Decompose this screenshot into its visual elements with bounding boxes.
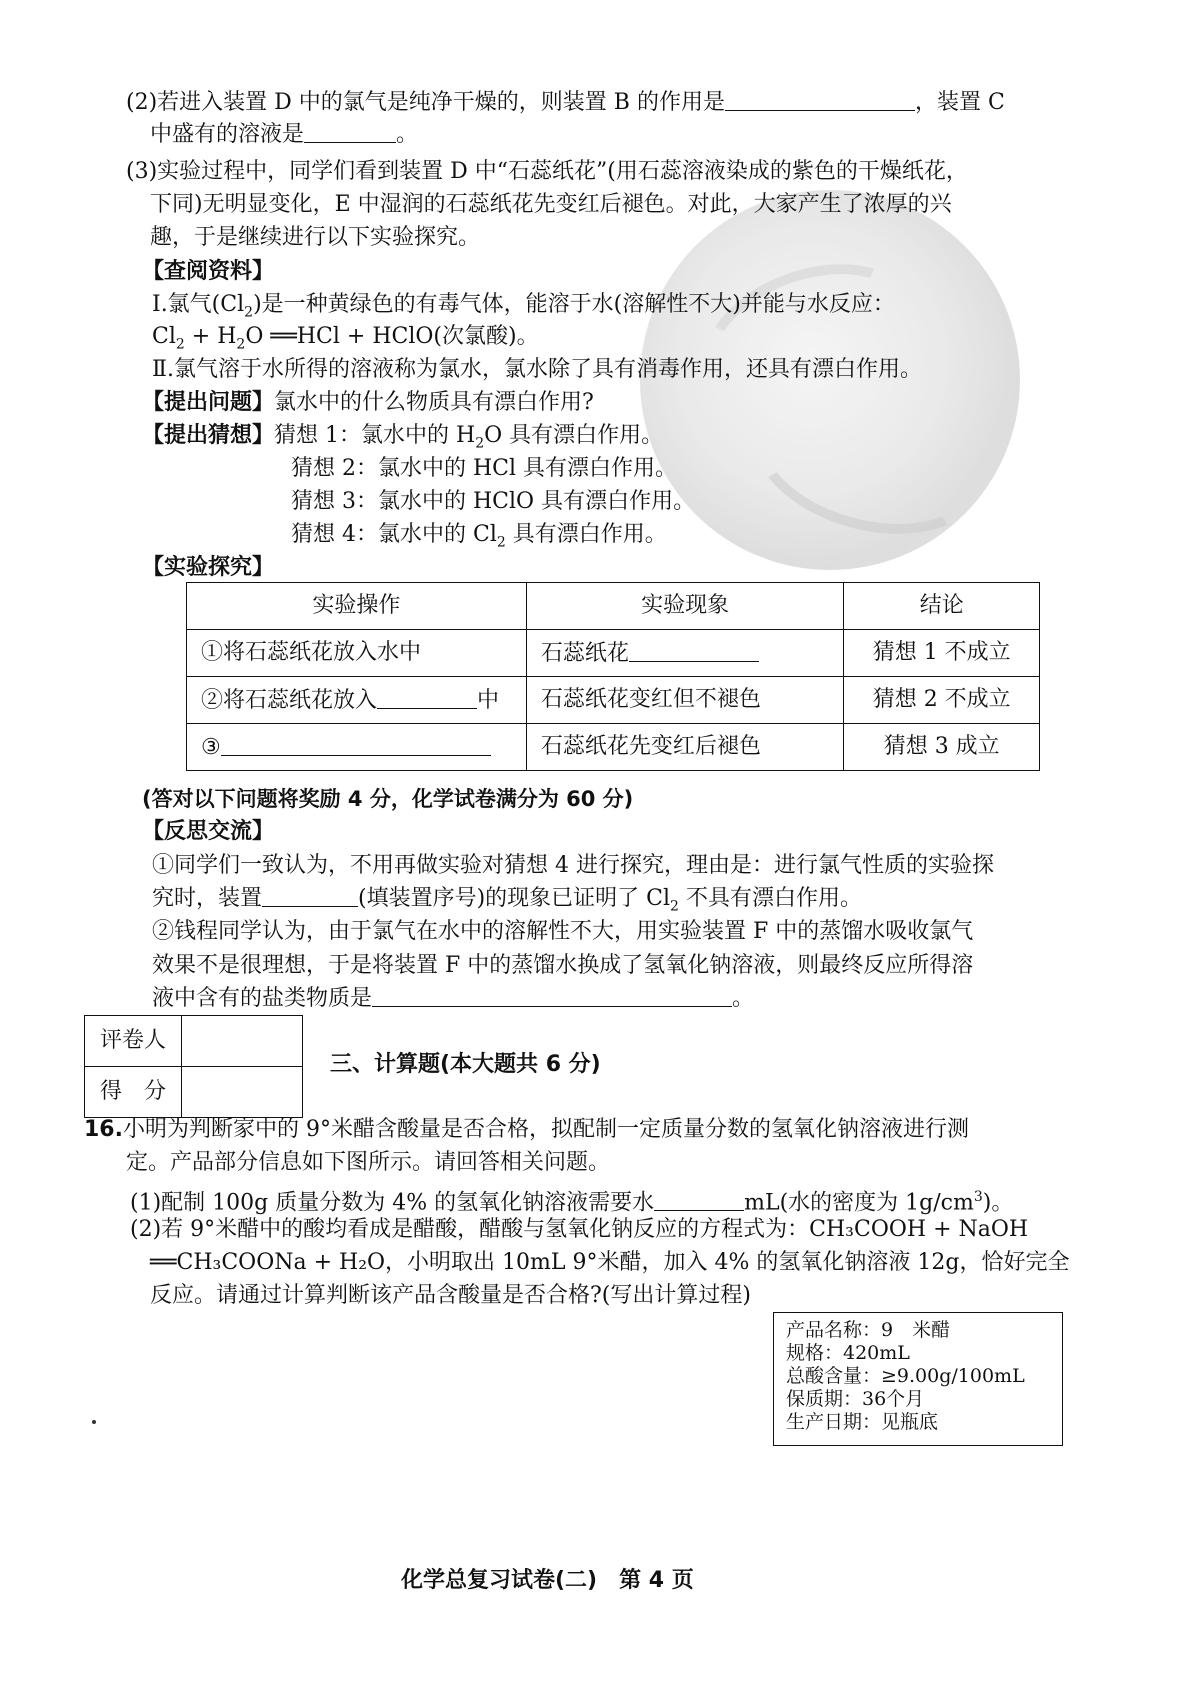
table-cell: 猜想 3 成立 — [844, 724, 1040, 771]
table-row — [187, 630, 1040, 677]
research-item2: Ⅱ.氯气溶于水所得的溶液称为氯水，氯水除了具有消毒作用，还具有漂白作用。 — [152, 357, 922, 382]
reflection-p2-line2: 效果不是很理想，于是将装置 F 中的蒸馏水换成了氢氧化钠溶液，则最终反应所得溶 — [152, 953, 974, 978]
product-date: 生产日期：见瓶底 — [786, 1411, 939, 1433]
grader-label: 评卷人 — [85, 1016, 182, 1067]
question-row — [142, 388, 594, 418]
q16-line1: 16.小明为判断家中的 9°米醋含酸量是否合格，拟配制一定质量分数的氢氧化钠溶液进行测 — [84, 1117, 969, 1142]
research-item1: Ⅰ.氯气$(Cl_2)$是一种黄绿色的有毒气体，能溶于水(溶解性不大)并能与水反应： — [152, 292, 895, 321]
table-cell: 石蕊纸花先变红后褪色 — [526, 724, 844, 771]
q16-part2-line1: (2)若 9°米醋中的酸均看成是醋酸，醋酸与氢氧化钠反应的方程式为：CH₃COOH + NaOH — [130, 1217, 1029, 1242]
answer-blank-b-role[interactable] — [725, 88, 915, 111]
experiment-table — [186, 582, 1040, 771]
table-header-row — [187, 583, 1040, 630]
q16-part2-line3: 反应。请通过计算判断该产品含酸量是否合格?(写出计算过程) — [150, 1283, 751, 1308]
answer-blank-device[interactable] — [262, 884, 358, 907]
guess-2: 猜想 2：氯水中的 HCl 具有漂白作用。 — [291, 456, 678, 481]
q16-part2-line2: ══CH₃COONa + H₂O，小明取出 10mL 9°米醋，加入 4% 的氢氧化钠溶液 12g，恰好完全 — [150, 1250, 1070, 1275]
reflection-p2-line3: 液中含有的盐类物质是 。 — [152, 986, 755, 1011]
table-row — [187, 724, 1040, 771]
reflection-heading: 【反思交流】 — [142, 819, 275, 844]
table-cell: ③ — [187, 724, 527, 771]
table-header: 结论 — [844, 583, 1040, 630]
section-title: 三、计算题(本大题共 6 分) — [330, 1052, 601, 1077]
table-header: 实验现象 — [526, 583, 844, 630]
q3-line3: 趣，于是继续进行以下实验探究。 — [150, 225, 481, 250]
product-name: 产品名称：9 米醋 — [786, 1319, 951, 1341]
research-heading: 【查阅资料】 — [142, 259, 275, 284]
q2-line2: 中盛有的溶液是 。 — [150, 122, 419, 147]
answer-blank-operation[interactable] — [221, 733, 491, 756]
guesses-heading: 【提出猜想】 — [142, 423, 275, 448]
reflection-p1-line1: ①同学们一致认为，不用再做实验对猜想 4 进行探究，理由是：进行氯气性质的实验探 — [152, 853, 994, 878]
answer-blank-substance[interactable] — [377, 686, 477, 709]
question-heading: 【提出问题】 — [142, 390, 275, 415]
table-cell: 石蕊纸花变红但不褪色 — [526, 677, 844, 724]
grader-field[interactable] — [182, 1016, 303, 1067]
q16-line2: 定。产品部分信息如下图所示。请回答相关问题。 — [126, 1150, 611, 1175]
guess-4: 猜想 4：氯水中的 $Cl_2$ 具有漂白作用。 — [291, 522, 667, 551]
product-spec: 规格：420mL — [786, 1342, 910, 1364]
answer-blank-phenomenon[interactable] — [629, 639, 759, 662]
research-equation: $Cl_2 + H_2O$ ══HCl + HClO(次氯酸)。 — [152, 324, 539, 353]
q2-line1: (2)若进入装置 D 中的氯气是纯净干燥的，则装置 B 的作用是 ，装置 C — [126, 90, 1005, 115]
table-cell: 猜想 2 不成立 — [844, 677, 1040, 724]
score-box — [84, 1015, 303, 1118]
bonus-note: (答对以下问题将奖励 4 分，化学试卷满分为 60 分) — [142, 787, 634, 811]
question-number: 16. — [84, 1117, 123, 1142]
product-acid-content: 总酸含量：≥9.00g/100mL — [786, 1365, 1025, 1387]
score-label: 得 分 — [85, 1067, 182, 1118]
table-cell: 石蕊纸花 — [526, 630, 844, 677]
product-label-box — [773, 1312, 1063, 1446]
guess-row-1: 【提出猜想】猜想 1：氯水中的 $H_2O$ 具有漂白作用。 — [142, 423, 664, 452]
answer-blank-c-solution[interactable] — [304, 120, 396, 143]
experiment-heading: 【实验探究】 — [142, 555, 275, 580]
reflection-p2-line1: ②钱程同学认为，由于氯气在水中的溶解性不大，用实验装置 F 中的蒸馏水吸收氯气 — [152, 919, 974, 944]
table-row — [187, 677, 1040, 724]
q3-line1: (3)实验过程中，同学们看到装置 D 中“石蕊纸花”(用石蕊溶液染成的紫色的干燥纸花， — [126, 159, 968, 184]
question-text: 氯水中的什么物质具有漂白作用? — [274, 390, 594, 415]
stray-mark — [92, 1420, 96, 1424]
guess-3: 猜想 3：氯水中的 HClO 具有漂白作用。 — [291, 489, 696, 514]
score-field[interactable] — [182, 1067, 303, 1118]
table-header: 实验操作 — [187, 583, 527, 630]
q3-line2: 下同)无明显变化，E 中湿润的石蕊纸花先变红后褪色。对此，大家产生了浓厚的兴 — [150, 192, 952, 217]
answer-blank-water-volume[interactable] — [654, 1188, 744, 1211]
page-footer: 化学总复习试卷(二) 第 4 页 — [401, 1568, 694, 1593]
product-shelf-life: 保质期：36个月 — [786, 1388, 925, 1410]
table-cell: ②将石蕊纸花放入 中 — [187, 677, 527, 724]
reflection-p1-line2: 究时，装置 (填装置序号)的现象已证明了 $Cl_2$ 不具有漂白作用。 — [152, 886, 862, 915]
answer-blank-salt[interactable] — [372, 984, 732, 1007]
table-cell: 猜想 1 不成立 — [844, 630, 1040, 677]
q16-part1: (1)配制 100g 质量分数为 4% 的氢氧化钠溶液需要水 mL(水的密度为 $1g/cm^3$)。 — [130, 1189, 1014, 1216]
table-cell: ①将石蕊纸花放入水中 — [187, 630, 527, 677]
